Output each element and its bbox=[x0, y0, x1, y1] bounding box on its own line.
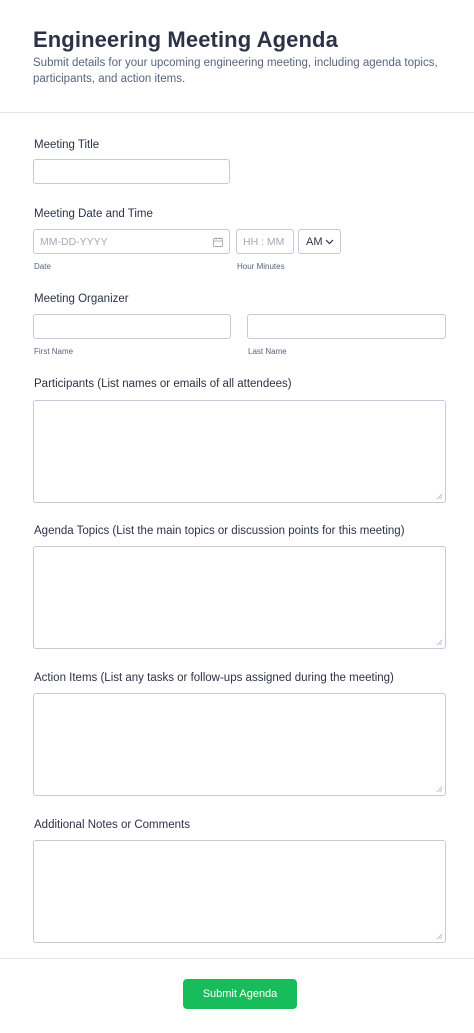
last-name-sublabel: Last Name bbox=[248, 347, 287, 356]
action-items-label: Action Items (List any tasks or follow-ups assigned during the meeting) bbox=[34, 672, 394, 684]
notes-label: Additional Notes or Comments bbox=[34, 819, 190, 831]
date-sublabel: Date bbox=[34, 262, 51, 271]
resize-grip-icon[interactable] bbox=[436, 493, 442, 499]
date-time-label: Meeting Date and Time bbox=[34, 208, 153, 220]
agenda-topics-label: Agenda Topics (List the main topics or discussion points for this meeting) bbox=[34, 525, 405, 537]
form-header bbox=[0, 0, 474, 113]
organizer-first-name-input[interactable] bbox=[33, 314, 231, 339]
page-subtitle: Submit details for your upcoming engineering meeting, including agenda topics, participants, and action items. bbox=[33, 57, 438, 85]
first-name-sublabel: First Name bbox=[34, 347, 74, 356]
notes-textarea[interactable] bbox=[33, 840, 446, 943]
ampm-select[interactable] bbox=[298, 229, 341, 254]
organizer-last-name-input[interactable] bbox=[247, 314, 446, 339]
agenda-topics-textarea[interactable] bbox=[33, 546, 446, 649]
chevron-down-icon bbox=[325, 238, 334, 246]
form-footer bbox=[0, 958, 474, 1033]
resize-grip-icon[interactable] bbox=[436, 639, 442, 645]
submit-agenda-button[interactable]: Submit Agenda bbox=[183, 979, 297, 1009]
organizer-label: Meeting Organizer bbox=[34, 293, 129, 305]
time-placeholder: HH : MM bbox=[243, 236, 285, 248]
participants-textarea[interactable] bbox=[33, 400, 446, 503]
participants-label: Participants (List names or emails of all attendees) bbox=[34, 378, 292, 390]
resize-grip-icon[interactable] bbox=[436, 786, 442, 792]
meeting-title-label: Meeting Title bbox=[34, 139, 100, 151]
page-title: Engineering Meeting Agenda bbox=[33, 27, 338, 52]
date-placeholder: MM-DD-YYYY bbox=[40, 236, 108, 248]
time-input[interactable] bbox=[236, 229, 294, 254]
meeting-title-input[interactable] bbox=[33, 159, 230, 184]
ampm-value: AM bbox=[306, 236, 323, 248]
calendar-icon[interactable] bbox=[213, 237, 223, 247]
resize-grip-icon[interactable] bbox=[436, 933, 442, 939]
date-input[interactable] bbox=[33, 229, 230, 254]
time-sublabel: Hour Minutes bbox=[237, 262, 285, 271]
action-items-textarea[interactable] bbox=[33, 693, 446, 796]
